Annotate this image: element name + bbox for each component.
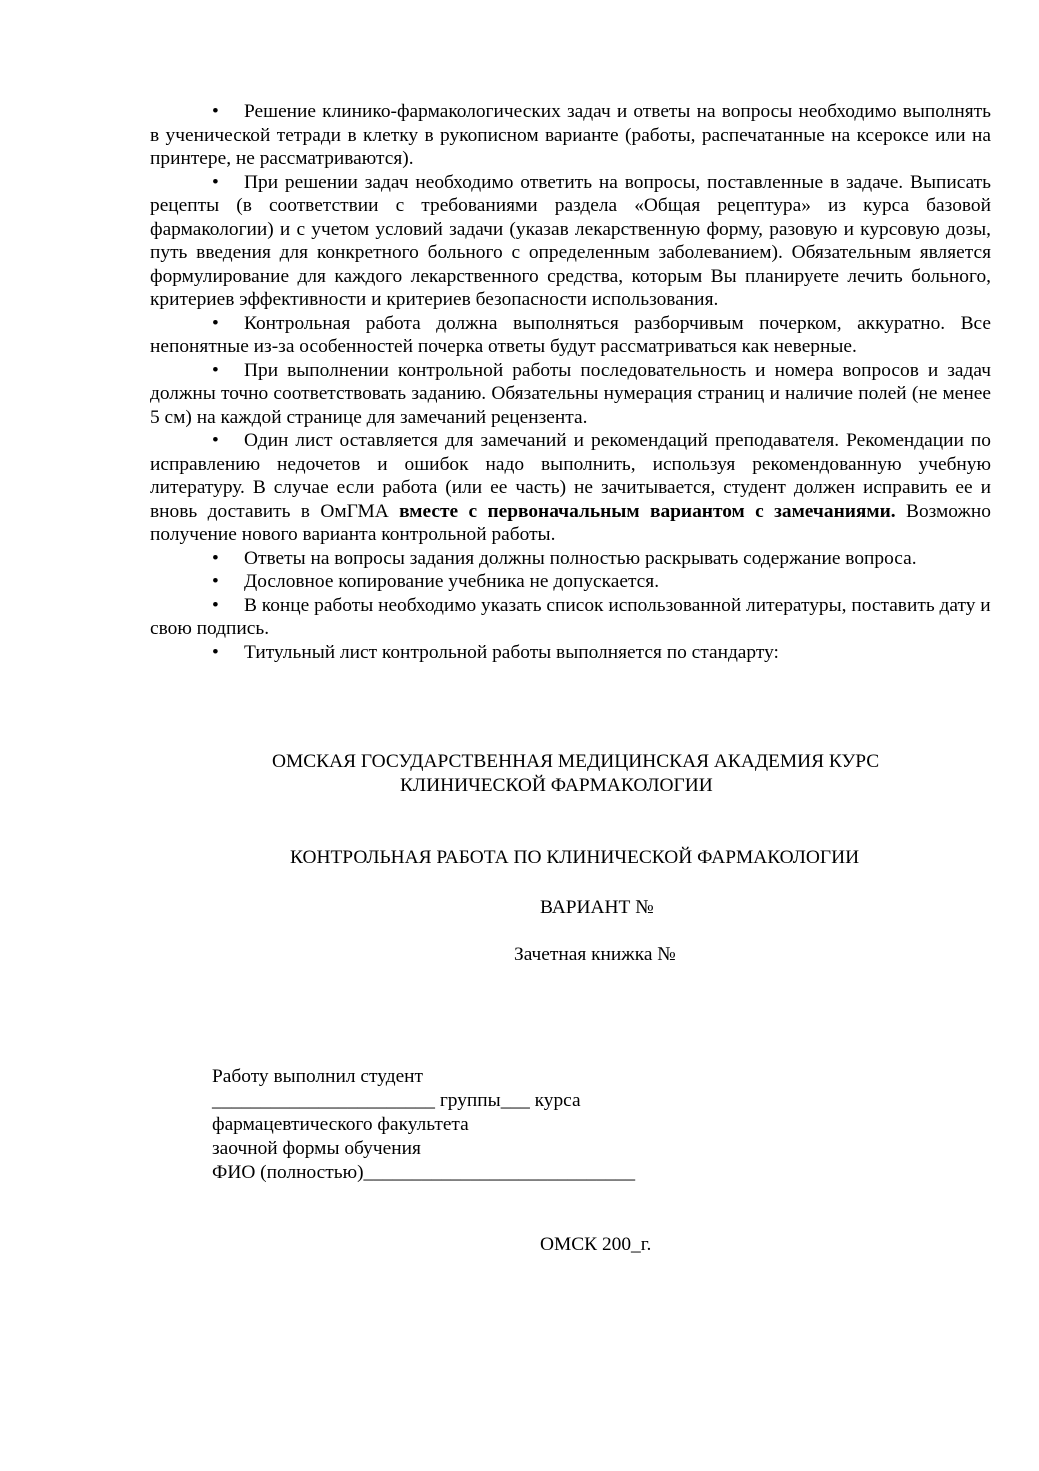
rule-text: В конце работы необходимо указать список использованной литературы, поставить дату и свою подпись. (150, 594, 991, 639)
rule-text: Один лист оставляется для замечаний и рекомендаций преподавателя. Рекомендации по исправлению недочетов и ошибок надо выполнить, используя рекомендованную учебную литературу. В случае если работа (или ее часть) не зачитывается, студент должен исправить ее и вновь доставить в ОмГМА (150, 430, 991, 522)
city-year: ОМСК 200_г. (540, 1234, 652, 1255)
record-book-label: Зачетная книжка № (514, 944, 676, 965)
rule-item (150, 359, 991, 430)
rules-list (150, 100, 991, 664)
rule-text: Дословное копирование учебника не допускается. (244, 571, 660, 592)
rule-text-bold: вместе с первоначальным вариантом с замечаниями. (399, 500, 896, 522)
bullet: • (212, 171, 219, 193)
academy-name-line-2: КЛИНИЧЕСКОЙ ФАРМАКОЛОГИИ (400, 775, 713, 796)
bullet: • (212, 641, 219, 663)
rule-text: Контрольная работа должна выполняться разборчивым почерком, аккуратно. Все непонятные из-за особенностей почерка ответы будут рассматриваться как неверные. (150, 312, 991, 357)
rule-text: Ответы на вопросы задания должны полностью раскрывать содержание вопроса. (244, 547, 917, 569)
student-line: Работу выполнил студент (212, 1066, 424, 1087)
bullet: • (212, 359, 219, 381)
bullet: • (212, 312, 219, 334)
rule-item (150, 312, 991, 359)
rule-text: При выполнении контрольной работы последовательность и номера вопросов и задач должны точно соответствовать заданию. Обязательны нумерация страниц и наличие полей (не менее 5 см) на каждой странице для замечаний рецензента. (150, 359, 991, 428)
group-course-line: _______________________ группы___ курса (212, 1090, 581, 1111)
study-form-line: заочной формы обучения (212, 1138, 421, 1159)
rule-item (150, 171, 991, 312)
rule-item (150, 570, 991, 594)
variant-label: ВАРИАНТ № (540, 897, 654, 918)
rule-item (150, 594, 991, 641)
faculty-line: фармацевтического факультета (212, 1114, 469, 1135)
rule-item (150, 100, 991, 171)
rule-text: Титульный лист контрольной работы выполняется по стандарту: (244, 641, 779, 663)
bullet: • (212, 101, 219, 122)
rule-item (150, 641, 991, 665)
bullet: • (212, 571, 219, 592)
work-title: КОНТРОЛЬНАЯ РАБОТА ПО КЛИНИЧЕСКОЙ ФАРМАКОЛОГИИ (290, 847, 860, 868)
rule-text: При решении задач необходимо ответить на вопросы, поставленные в задаче. Выписать рецепты (в соответствии с требованиями раздела «Общая рецептура» из курса базовой фармакологии) и с учетом условий задачи (указав лекарственную форму, разовую и курсовую дозы, путь введения для конкретного больного с определенным заболеванием). Обязательным является формулирование для каждого лекарственного средства, которым Вы планируете лечить больного, критериев эффективности и критериев безопасности использования. (150, 171, 991, 310)
bullet: • (212, 547, 219, 569)
bullet: • (212, 430, 219, 451)
academy-name-line-1: ОМСКАЯ ГОСУДАРСТВЕННАЯ МЕДИЦИНСКАЯ АКАДЕМИЯ КУРС (272, 751, 880, 772)
rule-item (150, 429, 991, 547)
bullet: • (212, 594, 219, 616)
full-name-line: ФИО (полностью)____________________________ (212, 1162, 636, 1183)
rule-text: Возможно получение нового варианта контрольной работы. (150, 500, 991, 545)
rule-item (150, 547, 991, 571)
rule-text: Решение клинико-фармакологических задач и ответы на вопросы необходимо выполнять в ученической тетради в клетку в рукописном варианте (работы, распечатанные на ксероксе или на принтере, не рассматриваются). (150, 101, 991, 169)
